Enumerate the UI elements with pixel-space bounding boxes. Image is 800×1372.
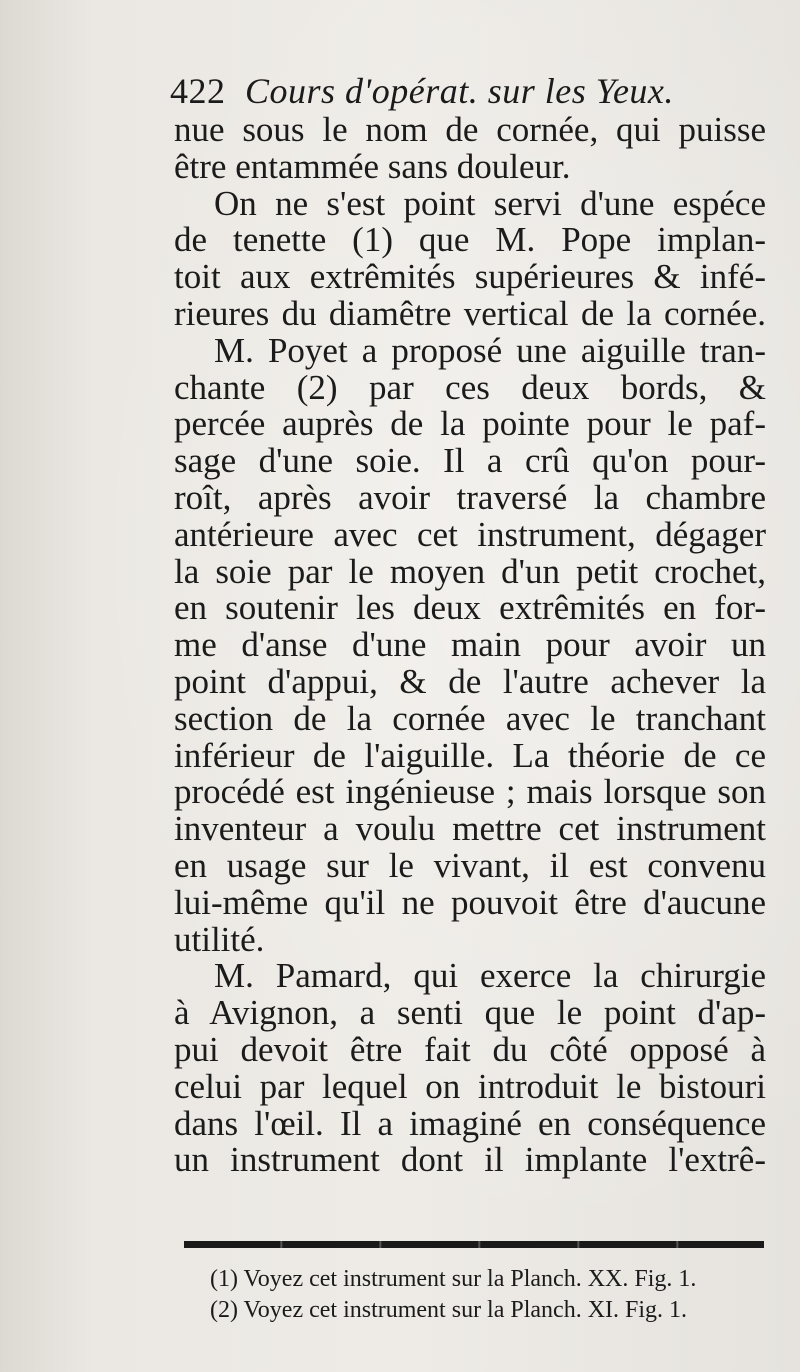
footnote: (2) Voyez cet instrument sur la Planch. XI. Fig. 1.	[210, 1297, 688, 1323]
text-line: M. Pamard, qui exerce la chirurgie	[214, 956, 766, 996]
text-line: celui par lequel on introduit le bistouri	[174, 1066, 766, 1106]
text-line: chante (2) par ces deux bords, &	[174, 367, 766, 407]
text-line: en soutenir les deux extrêmités en for-	[174, 588, 766, 628]
text-line: dans l'œil. Il a imaginé en conséquence	[174, 1103, 766, 1143]
text-line: M. Poyet a proposé une aiguille tran-	[214, 330, 766, 370]
text-line: être entammée sans douleur.	[174, 146, 571, 186]
text-line: On ne s'est point servi d'une espéce	[214, 183, 766, 223]
text-line: sage d'une soie. Il a crû qu'on pour-	[174, 441, 766, 481]
text-line: rieures du diamêtre vertical de la cornée.	[174, 293, 766, 333]
page-number: 422	[170, 71, 226, 111]
text-line: nue sous le nom de cornée, qui puisse	[174, 110, 766, 149]
body-text	[174, 112, 766, 1179]
text-line: me d'anse d'une main pour avoir un	[174, 625, 766, 665]
running-title: Cours d'opérat. sur les Yeux.	[245, 71, 674, 111]
text-line: utilité.	[174, 919, 265, 959]
text-line: pui devoit être fait du côté opposé à	[174, 1029, 766, 1069]
footnote: (1) Voyez cet instrument sur la Planch. XX. Fig. 1.	[210, 1266, 697, 1292]
text-line: roît, après avoir traversé la chambre	[174, 477, 766, 517]
text-line: procédé est ingénieuse ; mais lorsque son	[174, 772, 766, 812]
text-line: la soie par le moyen d'un petit crochet,	[174, 551, 766, 591]
text-line: inventeur a voulu mettre cet instrument	[174, 809, 766, 849]
page-header	[170, 70, 770, 110]
text-line: inférieur de l'aiguille. La théorie de ce	[174, 735, 766, 775]
text-line: antérieure avec cet instrument, dégager	[174, 514, 766, 554]
text-line: percée auprès de la pointe pour le paf-	[174, 404, 766, 444]
text-line: à Avignon, a senti que le point d'ap-	[174, 993, 766, 1033]
text-line: en usage sur le vivant, il est convenu	[174, 845, 766, 885]
footnote-divider	[184, 1241, 764, 1248]
text-line: lui-même qu'il ne pouvoit être d'aucune	[174, 882, 766, 922]
footnotes	[210, 1264, 770, 1326]
text-line: de tenette (1) que M. Pope implan-	[174, 220, 766, 260]
text-line: section de la cornée avec le tranchant	[174, 698, 766, 738]
text-line: point d'appui, & de l'autre achever la	[174, 661, 766, 701]
text-line: toit aux extrêmités supérieures & infé-	[174, 257, 766, 297]
text-line: un instrument dont il implante l'extrê-	[174, 1140, 766, 1180]
